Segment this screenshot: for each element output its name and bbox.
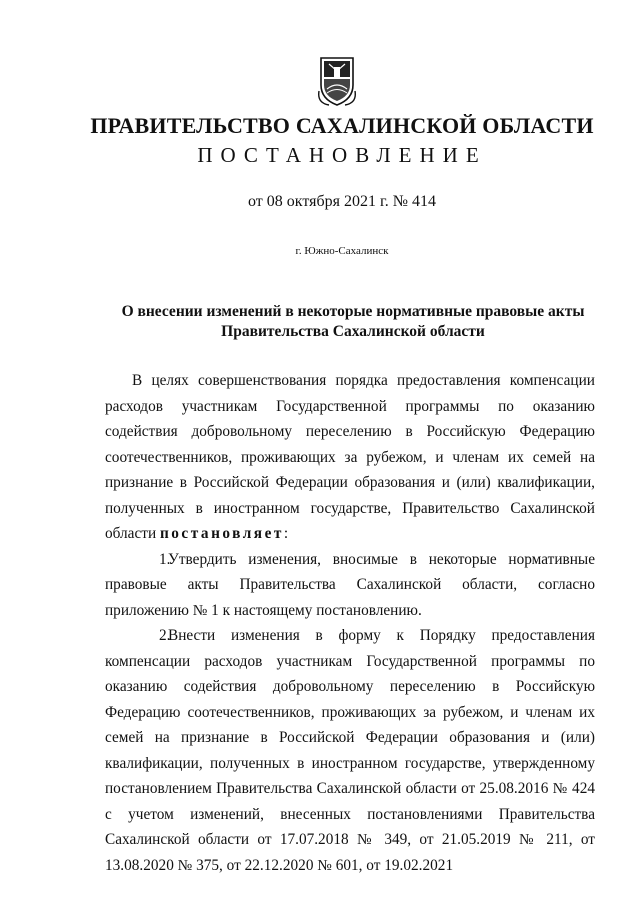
preamble-text: В целях совершенствования порядка предоставления компенсации расходов участникам Государственной программы по оказанию содействия добровольному переселению в Российскую Федерацию соотечественников, проживающих за рубежом, и членам их семей на признание в Российской Федерации образования и (или) квалификации, полученных в иностранном государстве, Правительство Сахалинской области bbox=[105, 372, 595, 542]
preamble-paragraph bbox=[105, 368, 595, 547]
document-subject bbox=[110, 302, 596, 342]
document-date-number: от 08 октября 2021 г. № 414 bbox=[247, 193, 436, 210]
subject-line-2: Правительства Сахалинской области bbox=[221, 323, 485, 340]
clause-number: 1. bbox=[159, 550, 171, 568]
decree-colon: : bbox=[283, 525, 289, 542]
coat-of-arms-icon bbox=[317, 55, 357, 107]
clause-2 bbox=[105, 623, 595, 878]
clause-text: Утвердить изменения, вносимые в некоторые нормативные правовые акты Правительства Сахалинской области, согласно приложению № 1 к настоящему постановлению. bbox=[105, 550, 595, 619]
document-city: г. Южно-Сахалинск bbox=[295, 245, 389, 257]
document-body bbox=[105, 368, 595, 878]
clause-text: Внести изменения в форму к Порядку предоставления компенсации расходов участникам Государственной программы по оказанию содействия добровольному переселению в Российскую Федерацию соотечественников, проживающих за рубежом, и членам их семей на признание в Российской Федерации образования и (или) квалификации, полученных в иностранном государстве, утвержденному постановлением Правительства Сахалинской области от 25.08.2016 № 424 с учетом изменений, внесенных постановлениями Правительства Сахалинской области от 17.07.2018 № 349, от 21.05.2019 № 211, от 13.08.2020 № 375, от 22.12.2020 № 601, от 19.02.2021 bbox=[105, 627, 595, 874]
subject-line-1: О внесении изменений в некоторые нормативные правовые акты bbox=[121, 303, 585, 320]
clause-number: 2. bbox=[159, 627, 171, 644]
organization-title: ПРАВИТЕЛЬСТВО САХАЛИНСКОЙ ОБЛАСТИ bbox=[90, 113, 594, 138]
decree-word: постановляет bbox=[159, 525, 284, 542]
clause-1 bbox=[105, 547, 595, 624]
document-type: ПОСТАНОВЛЕНИЕ bbox=[197, 143, 487, 167]
